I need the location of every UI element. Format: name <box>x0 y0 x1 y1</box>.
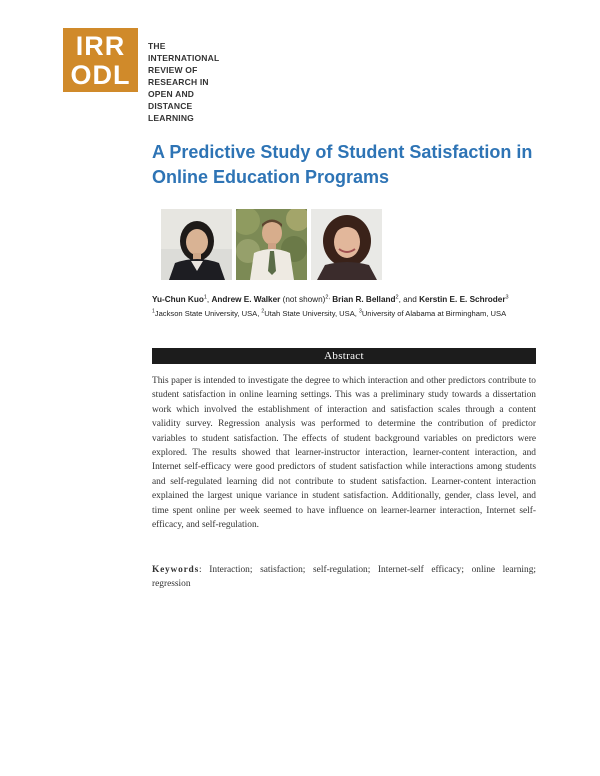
author-4: Kerstin E. E. Schroder <box>419 295 506 304</box>
author-2-sup: 2, <box>325 294 330 301</box>
logo-line-2: ODL <box>70 60 131 90</box>
separator: , and <box>398 295 420 304</box>
affil-1-sup: 1 <box>152 308 155 315</box>
abstract-body: This paper is intended to investigate the degree to which interaction and other predictors contribute to student satisfaction in online learning settings. This was a preliminary study towards a dissertation work which involved the establishment of interaction and satisfaction scales through a content validity survey. Regression analysis was performed to determine the contribution of predictor variables to student satisfaction. The effects of student background variables on predictors were explored. The results showed that learner-instructor interaction, learner-content interaction, and Internet self-efficacy were good predictors of student satisfaction while interactions among students and self-regulated learning did not contribute to student satisfaction. Learner-content interaction explained the largest unique variance in student satisfaction. Additionally, gender, class level, and time spent online per week seemed to have influence on learner-learner interaction, Internet self-efficacy, and self-regulation. <box>152 376 536 531</box>
author-3: Brian R. Belland <box>332 295 396 304</box>
article-title <box>152 140 552 190</box>
tagline-1: THE INTERNATIONAL <box>148 41 220 63</box>
journal-logo <box>63 28 238 123</box>
author-1-sup: 1 <box>203 294 207 301</box>
logo-line-1: IRR <box>75 31 126 61</box>
author-2: Andrew E. Walker <box>211 295 281 304</box>
author-list <box>152 293 552 307</box>
affil-2: Utah State University, USA, <box>264 309 360 318</box>
abstract-heading: Abstract <box>152 348 536 364</box>
author-photo-1 <box>161 209 232 280</box>
affil-2-sup: 2 <box>261 308 265 315</box>
author-photo-3 <box>311 209 382 280</box>
author-2-note: (not shown) <box>280 295 326 304</box>
tagline-2: REVIEW OF RESEARCH IN <box>148 65 209 87</box>
keywords <box>152 563 536 592</box>
keywords-label: Keywords <box>152 565 200 575</box>
affil-3-sup: 3 <box>359 308 362 315</box>
title-line-1: A Predictive Study of Student Satisfaction in <box>152 142 533 162</box>
title-line-2: Online Education Programs <box>152 167 390 187</box>
separator: , <box>206 295 212 304</box>
author-4-sup: 3 <box>505 294 509 301</box>
affiliations <box>152 308 572 320</box>
author-photo-2 <box>236 209 307 280</box>
tagline-3: OPEN AND DISTANCE LEARNING <box>148 89 195 123</box>
keywords-text: Interaction; satisfaction; self-regulation; Internet-self efficacy; online learning; regression <box>152 565 536 590</box>
affil-3: University of Alabama at Birmingham, USA <box>361 309 507 318</box>
keywords-colon: : <box>199 565 210 575</box>
logo-letters <box>63 28 138 90</box>
journal-tagline <box>148 40 238 124</box>
author-3-sup: 2 <box>395 294 399 301</box>
affil-1: Jackson State University, USA, <box>154 309 262 318</box>
author-1: Yu-Chun Kuo <box>152 295 204 304</box>
